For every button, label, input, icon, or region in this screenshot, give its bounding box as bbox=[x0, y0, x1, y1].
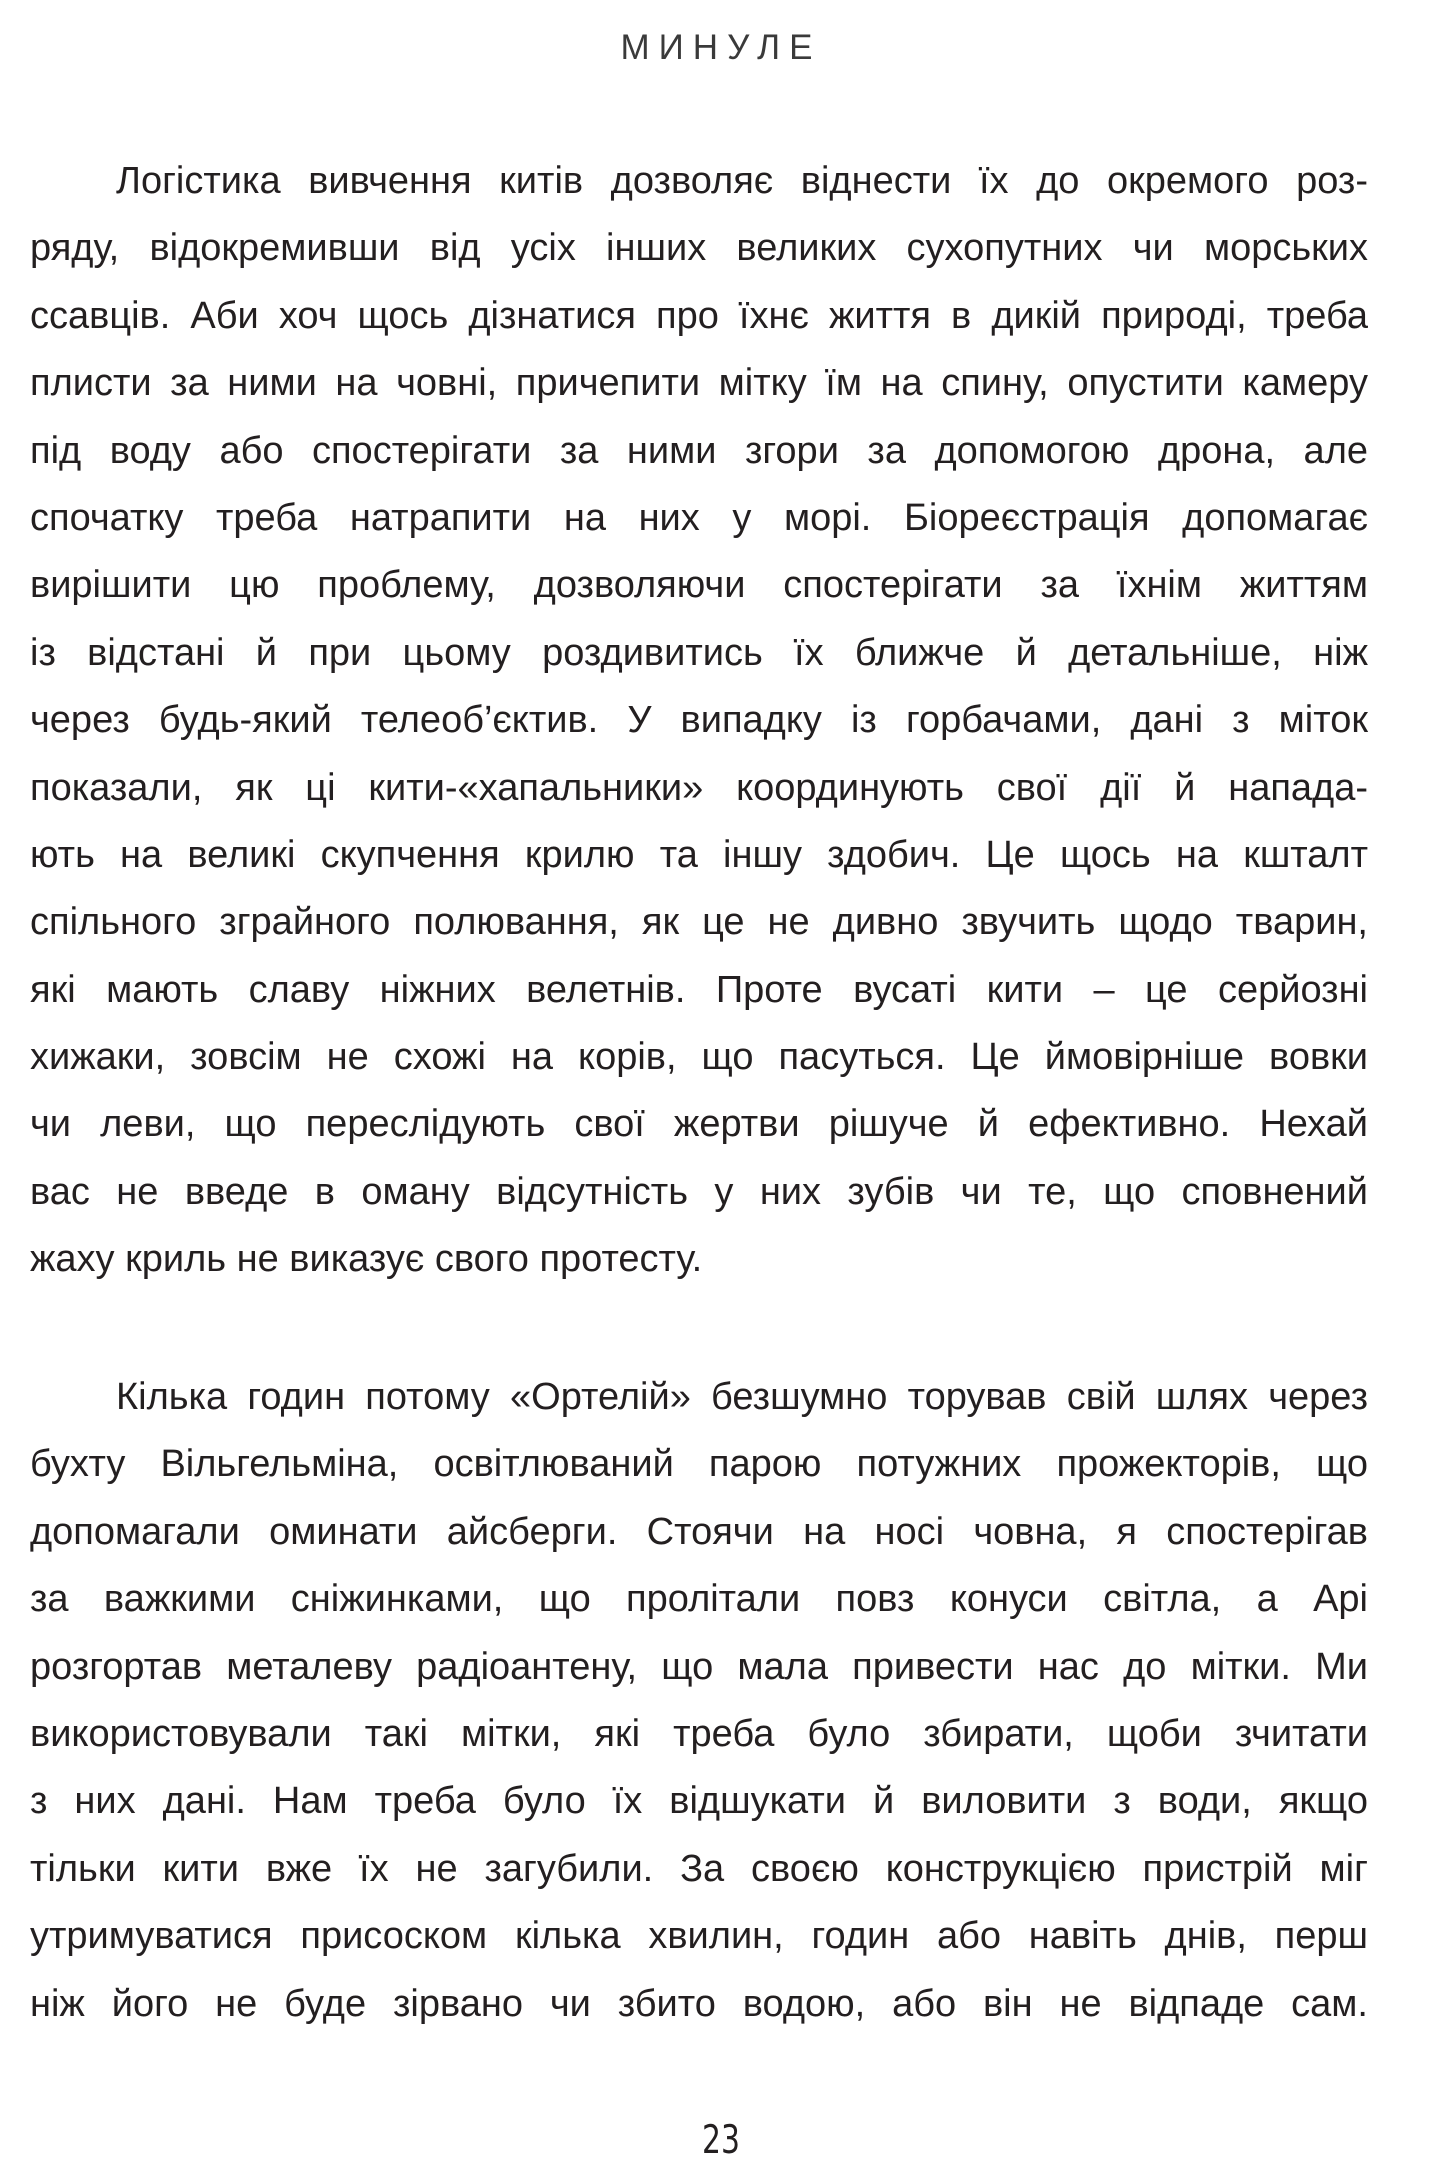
text-line: утримуватися присоском кілька хвилин, годин або навіть днів, перш bbox=[30, 1915, 1368, 1958]
text-line: за важкими сніжинками, що пролітали повз конуси світла, а Арі bbox=[30, 1578, 1368, 1621]
paragraph-1 bbox=[30, 148, 1368, 1294]
text-line: плисти за ними на човні, причепити мітку їм на спину, опустити камеру bbox=[30, 362, 1368, 405]
text-line: спільного зграйного полювання, як це не дивно звучить щодо тварин, bbox=[30, 901, 1368, 944]
text-line: ряду, відокремивши від усіх інших великих сухопутних чи морських bbox=[30, 227, 1368, 270]
text-line: ють на великі скупчення крилю та іншу здобич. Це щось на кшталт bbox=[30, 833, 1368, 876]
running-header: МИНУЛЕ bbox=[620, 28, 822, 67]
text-line: під воду або спостерігати за ними згори за допомогою дрона, але bbox=[30, 429, 1368, 472]
paragraph-2 bbox=[30, 1364, 1368, 2038]
text-line: вас не введе в оману відсутність у них зубів чи те, що сповнений bbox=[30, 1170, 1368, 1213]
text-line: ссавців. Аби хоч щось дізнатися про їхнє життя в дикій природі, треба bbox=[30, 294, 1368, 337]
text-line: хижаки, зовсім не схожі на корів, що пасуться. Це ймовірніше вовки bbox=[30, 1036, 1368, 1079]
text-line: показали, як ці кити-«хапальники» координують свої дії й напада- bbox=[30, 766, 1368, 809]
text-line: вирішити цю проблему, дозволяючи спостерігати за їхнім життям bbox=[30, 564, 1368, 607]
text-line: спочатку треба натрапити на них у морі. Біореєстрація допомагає bbox=[30, 496, 1368, 539]
text-line: із відстані й при цьому роздивитись їх ближче й детальніше, ніж bbox=[30, 631, 1368, 674]
text-line: тільки кити вже їх не загубили. За своєю конструкцією пристрій міг bbox=[30, 1847, 1368, 1890]
text-line: з них дані. Нам треба було їх відшукати й виловити з води, якщо bbox=[30, 1780, 1368, 1823]
text-line: Кілька годин потому «Ортелій» безшумно торував свій шлях через bbox=[116, 1376, 1368, 1418]
page-number: 23 bbox=[702, 2118, 740, 2163]
text-line: через будь-який телеоб’єктив. У випадку із горбачами, дані з міток bbox=[30, 699, 1368, 742]
text-line: використовували такі мітки, які треба було збирати, щоби зчитати bbox=[30, 1712, 1368, 1755]
text-line: допомагали оминати айсберги. Стоячи на носі човна, я спостерігав bbox=[30, 1510, 1368, 1553]
text-line: ніж його не буде зірвано чи збито водою, або він не відпаде сам. bbox=[30, 1982, 1368, 2025]
text-line: жаху криль не виказує свого протесту. bbox=[30, 1238, 703, 1281]
text-line: які мають славу ніжних велетнів. Проте вусаті кити – це серйозні bbox=[30, 968, 1368, 1011]
text-line: бухту Вільгельміна, освітлюваний парою потужних прожекторів, що bbox=[30, 1443, 1368, 1486]
text-line: розгортав металеву радіоантену, що мала привести нас до мітки. Ми bbox=[30, 1645, 1368, 1688]
text-line: Логістика вивчення китів дозволяє віднести їх до окремого роз- bbox=[116, 160, 1368, 202]
text-line: чи леви, що переслідують свої жертви рішуче й ефективно. Нехай bbox=[30, 1103, 1368, 1146]
